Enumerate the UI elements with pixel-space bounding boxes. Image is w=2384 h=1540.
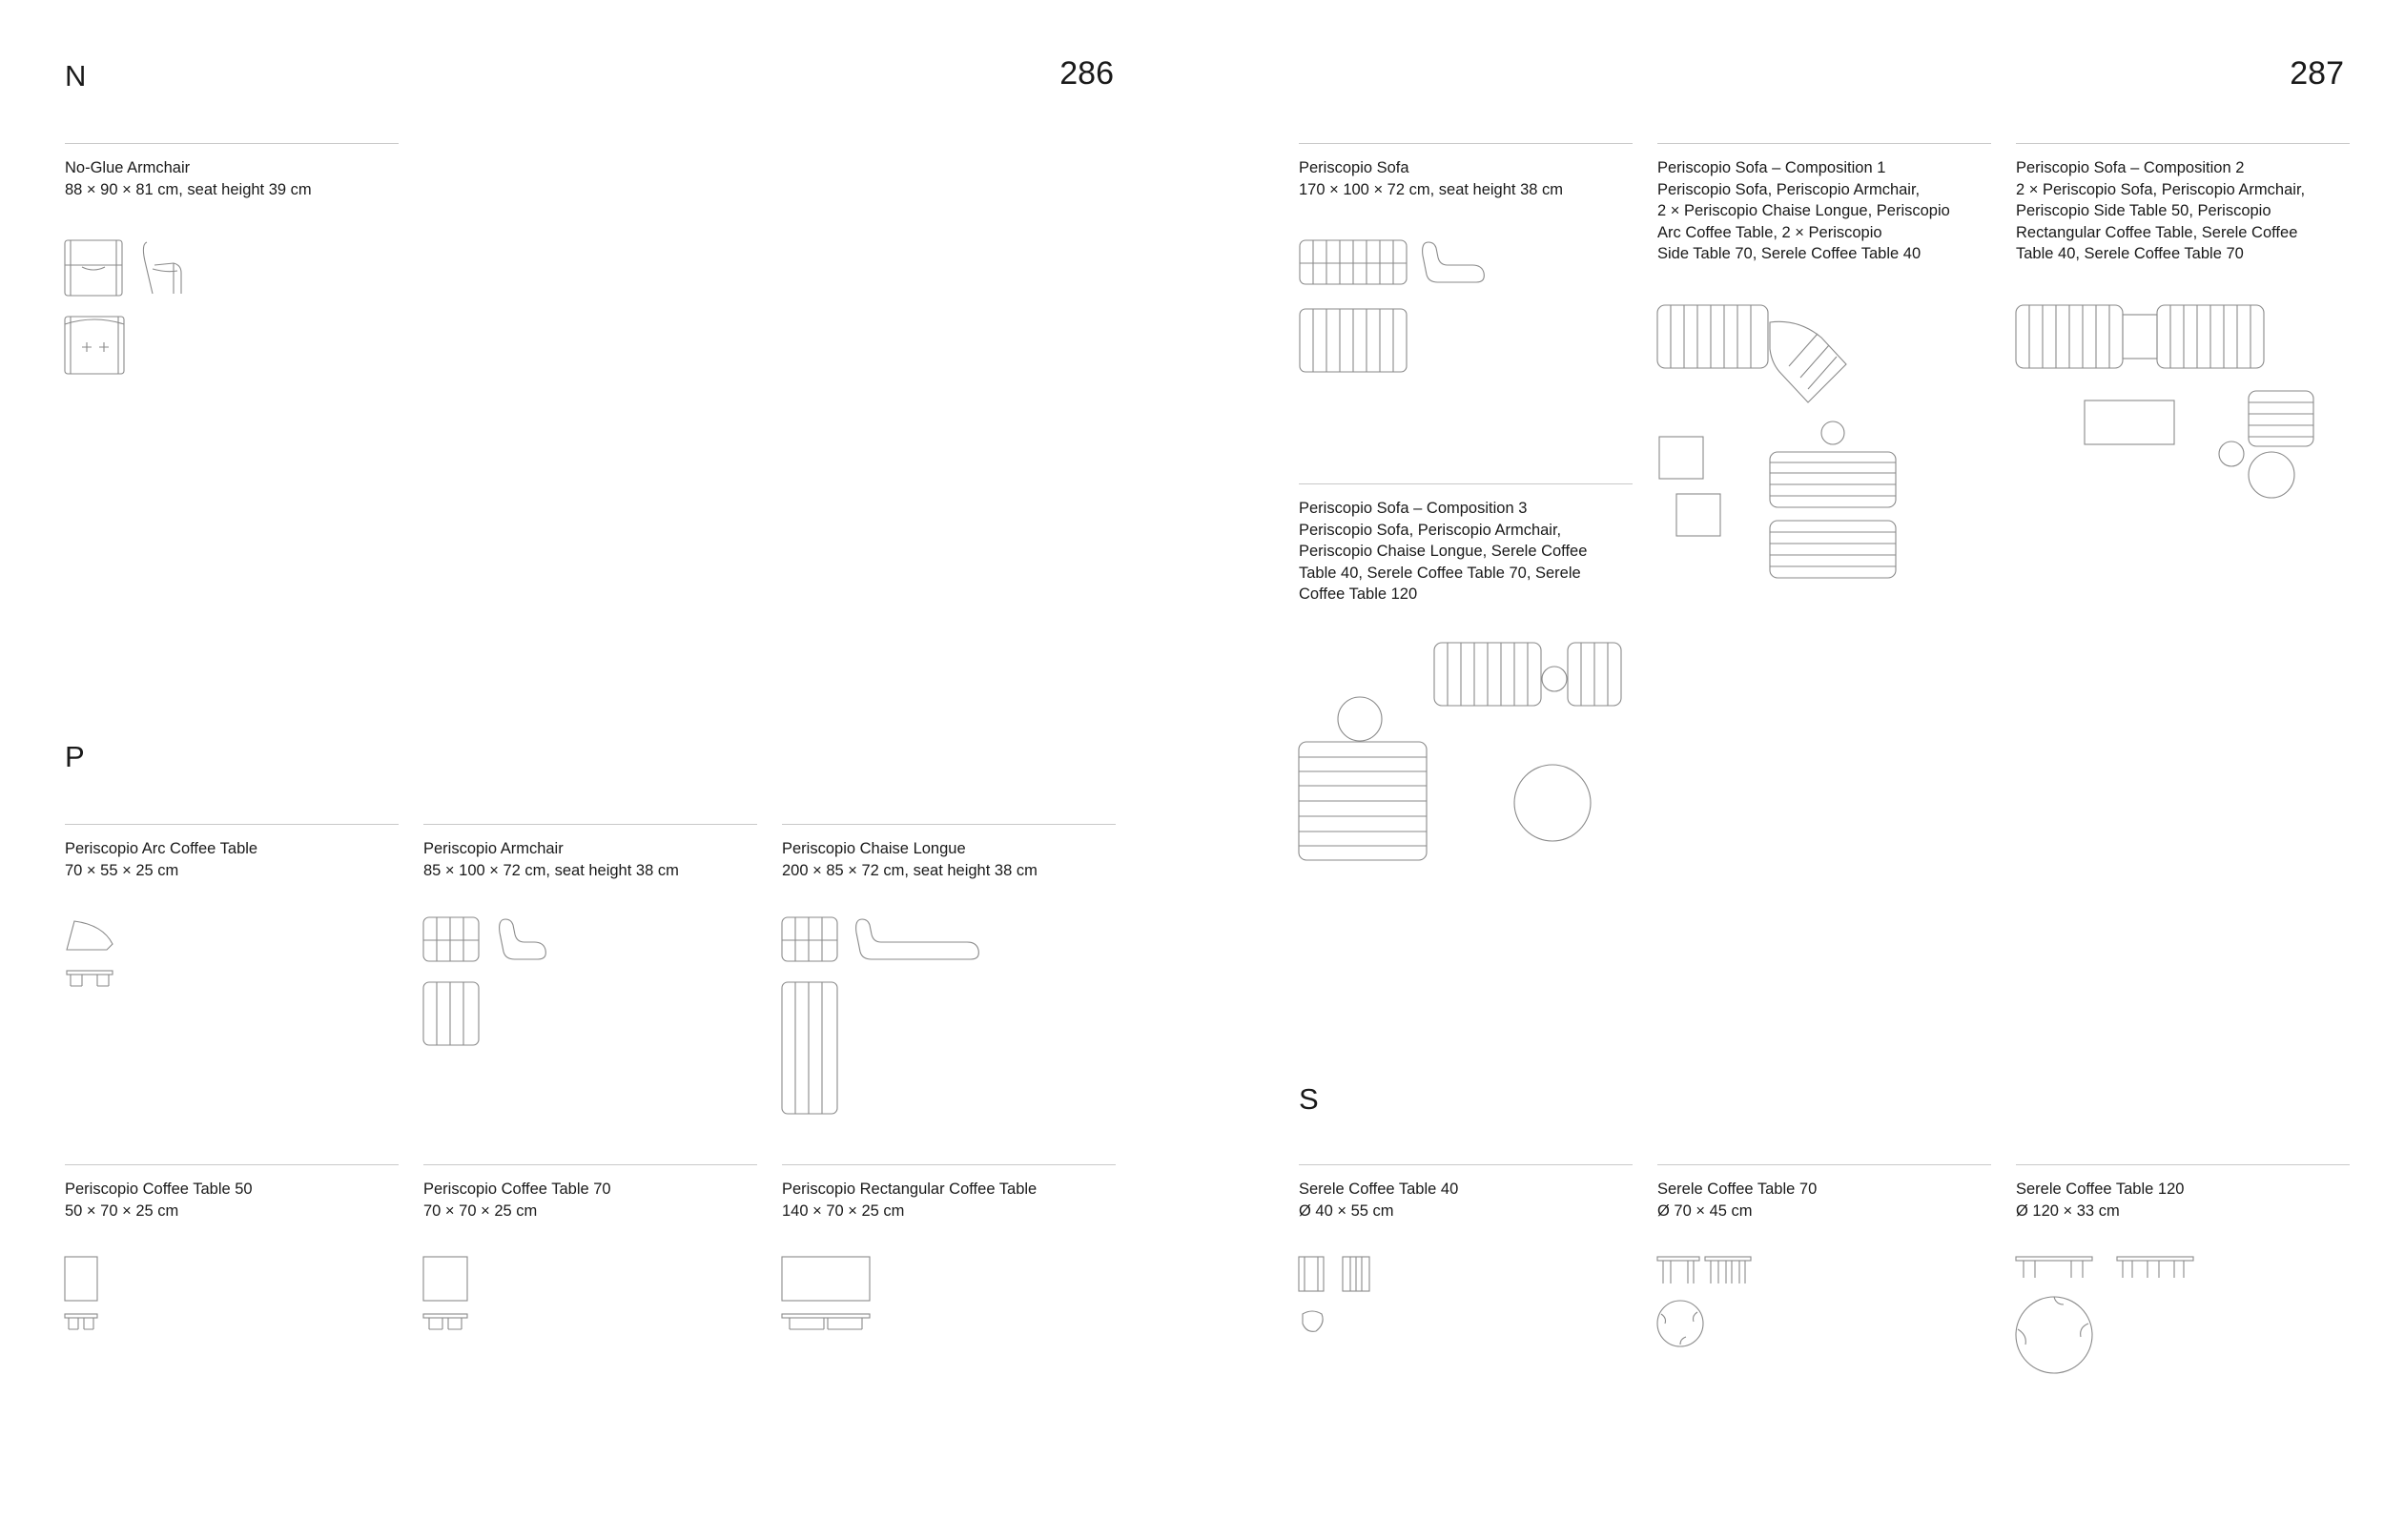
page-number-left: 286 <box>1059 55 1114 92</box>
entry-periscopio-armchair <box>423 824 757 881</box>
serele-120-drawing <box>2014 1255 2195 1379</box>
composition-sofa-icon <box>2016 305 2264 368</box>
section-letter-p: P <box>65 740 85 773</box>
entry-dimensions: 85 × 100 × 72 cm, seat height 38 cm <box>423 861 679 879</box>
section-letter-n: N <box>65 59 87 92</box>
entry-name: Serele Coffee Table 70 <box>1657 1181 1818 1198</box>
entry-serele-70 <box>1657 1164 1991 1222</box>
serele-70-drawing <box>1655 1255 1789 1350</box>
entry-periscopio-sofa <box>1299 143 1633 200</box>
composition-armchair-icon <box>1770 321 1846 402</box>
rectangular-coffee-table-drawing <box>780 1255 885 1341</box>
entry-dimensions: 88 × 90 × 81 cm, seat height 39 cm <box>65 180 312 198</box>
composition-chaise-icon <box>1770 452 1896 578</box>
composition-chaise-icon <box>1299 742 1427 860</box>
entry-dimensions: 50 × 70 × 25 cm <box>65 1201 179 1220</box>
entry-name: Periscopio Armchair <box>423 840 564 857</box>
page-number-right: 287 <box>2290 55 2344 92</box>
composition-small-table-icon <box>1821 421 1844 444</box>
section-letter-s: S <box>1299 1082 1319 1116</box>
entry-dimensions: 70 × 70 × 25 cm <box>423 1201 538 1220</box>
armchair-front-icon <box>423 917 479 961</box>
serele-elevation-icon <box>2016 1257 2193 1278</box>
serele-elevation-icon <box>1299 1257 1369 1291</box>
composition-armchair-icon <box>1568 643 1621 706</box>
serele-elevation-icon <box>1657 1257 1751 1283</box>
entry-dimensions: Ø 70 × 45 cm <box>1657 1201 1753 1220</box>
entry-name: No-Glue Armchair <box>65 159 191 176</box>
entry-name: Periscopio Coffee Table 50 <box>65 1181 253 1198</box>
chaise-front-icon <box>782 917 837 961</box>
entry-dimensions: Ø 120 × 33 cm <box>2016 1201 2120 1220</box>
serele-plan-icon <box>1303 1311 1323 1331</box>
entry-name: Serele Coffee Table 40 <box>1299 1181 1459 1198</box>
coffee-table-70-drawing <box>421 1255 488 1341</box>
entry-dimensions: 70 × 55 × 25 cm <box>65 861 179 879</box>
arc-coffee-table-drawing <box>63 915 139 992</box>
entry-name: Periscopio Arc Coffee Table <box>65 840 258 857</box>
entry-name: Periscopio Sofa – Composition 3 <box>1299 500 1528 517</box>
entry-composition-2 <box>2016 143 2350 265</box>
entry-dimensions: 140 × 70 × 25 cm <box>782 1201 905 1220</box>
coffee-table-50-drawing <box>63 1255 120 1341</box>
entry-rectangular-coffee-table <box>782 1164 1116 1222</box>
entry-serele-40 <box>1299 1164 1633 1222</box>
composition-armchair-icon <box>2249 391 2313 446</box>
composition-sofa-icon <box>1657 305 1768 368</box>
entry-name: Periscopio Chaise Longue <box>782 840 966 857</box>
composition-round-tables-icon <box>2219 441 2294 498</box>
entry-dimensions: 200 × 85 × 72 cm, seat height 38 cm <box>782 861 1038 879</box>
table-plan-icon <box>423 1257 467 1301</box>
table-plan-icon <box>65 1257 97 1301</box>
entry-name: Periscopio Sofa – Composition 1 <box>1657 159 1886 176</box>
entry-coffee-table-70 <box>423 1164 757 1222</box>
entry-dimensions: 170 × 100 × 72 cm, seat height 38 cm <box>1299 180 1564 198</box>
composition-rect-table-icon <box>2085 400 2174 444</box>
entry-serele-120 <box>2016 1164 2350 1222</box>
table-elevation-icon <box>423 1314 467 1329</box>
table-plan-icon <box>782 1257 870 1301</box>
armchair-plan-icon <box>65 317 124 374</box>
armchair-plan-icon <box>423 982 479 1045</box>
entry-dimensions: Periscopio Sofa, Periscopio Armchair, 2 × Periscopio Chaise Longue, Periscopio Arc Coffee Table, 2 × Periscopio Side Table 70, Serele Coffee Table 40 <box>1657 180 1950 262</box>
arc-table-plan-icon <box>67 921 113 950</box>
serele-40-drawing <box>1297 1255 1383 1341</box>
composition-large-round-table-icon <box>1514 765 1591 841</box>
chaise-longue-drawing <box>780 915 990 1118</box>
entry-composition-3 <box>1299 483 1633 606</box>
entry-name: Serele Coffee Table 120 <box>2016 1181 2185 1198</box>
composition-side-table-icon <box>1659 437 1720 536</box>
sofa-front-icon <box>1300 240 1407 284</box>
entry-dimensions: Ø 40 × 55 cm <box>1299 1201 1394 1220</box>
entry-name: Periscopio Sofa – Composition 2 <box>2016 159 2245 176</box>
arc-table-elevation-icon <box>67 971 113 986</box>
table-elevation-icon <box>65 1314 97 1329</box>
composition-sofa-icon <box>1434 643 1541 706</box>
entry-name: Periscopio Sofa <box>1299 159 1409 176</box>
chaise-plan-icon <box>782 982 837 1114</box>
armchair-front-icon <box>65 240 122 296</box>
chaise-side-icon <box>856 919 979 959</box>
armchair-side-icon <box>143 242 181 294</box>
composition-small-table-icon <box>1338 667 1567 741</box>
entry-coffee-table-50 <box>65 1164 399 1222</box>
entry-dimensions: Periscopio Sofa, Periscopio Armchair, Periscopio Chaise Longue, Serele Coffee Table 40, Serele Coffee Table 70, Serele Coffee Table 120 <box>1299 521 1588 603</box>
entry-dimensions: 2 × Periscopio Sofa, Periscopio Armchair, Periscopio Side Table 50, Periscopio Rectangular Coffee Table, Serele Coffee Table 40, Serele Coffee Table 70 <box>2016 180 2306 262</box>
entry-composition-1 <box>1657 143 1991 265</box>
entry-no-glue-armchair <box>65 143 399 200</box>
composition-2-drawing <box>2014 303 2338 503</box>
armchair-side-icon <box>500 919 546 959</box>
entry-arc-coffee-table <box>65 824 399 881</box>
entry-name: Periscopio Coffee Table 70 <box>423 1181 611 1198</box>
composition-1-drawing <box>1655 303 1865 580</box>
serele-plan-icon <box>1657 1301 1703 1346</box>
sofa-side-icon <box>1423 242 1485 282</box>
table-elevation-icon <box>782 1314 870 1329</box>
entry-name: Periscopio Rectangular Coffee Table <box>782 1181 1038 1198</box>
entry-chaise-longue <box>782 824 1116 881</box>
periscopio-armchair-drawing <box>421 915 574 1049</box>
periscopio-sofa-drawing <box>1297 238 1516 381</box>
serele-plan-icon <box>2016 1297 2092 1373</box>
composition-3-drawing <box>1295 641 1638 870</box>
sofa-plan-icon <box>1300 309 1407 372</box>
no-glue-armchair-drawing <box>63 236 216 380</box>
